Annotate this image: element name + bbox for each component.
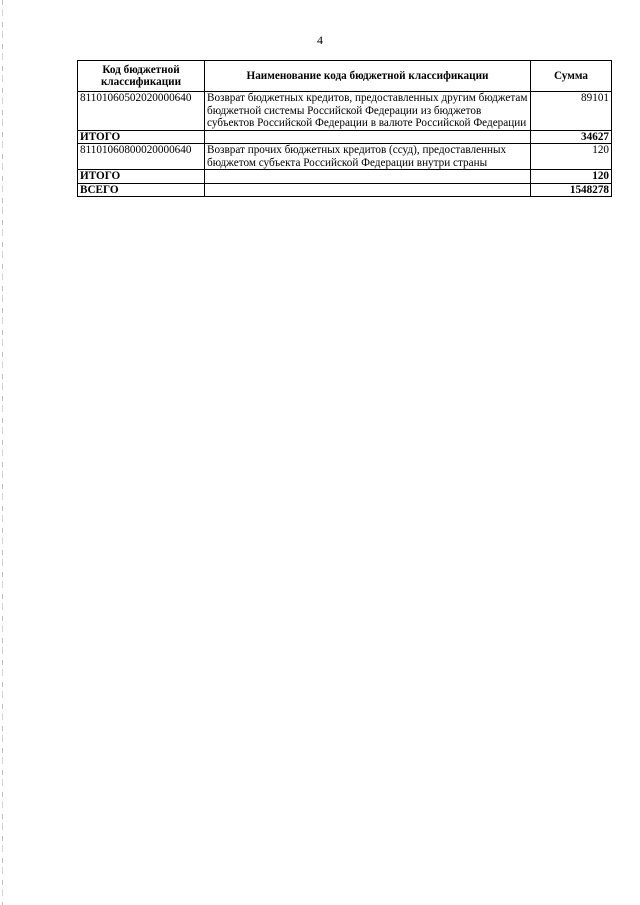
cell-amount: 120 [531,144,612,170]
cell-amount: 89101 [531,92,612,131]
table-row-subtotal [78,170,612,184]
table-header-row [78,61,612,92]
table-row-subtotal [78,130,612,144]
cell-amount: 1548278 [531,183,612,197]
cell-code: ИТОГО [78,170,205,184]
scan-edge-line [2,0,3,905]
budget-table [77,60,612,197]
cell-code: 81101060502020000640 [78,92,205,131]
table-row-total [78,183,612,197]
page-number: 4 [317,33,323,47]
header-name: Наименование кода бюджетной классификации [205,61,531,92]
header-amount: Сумма [531,61,612,92]
header-code: Код бюджетной классификации [78,61,205,92]
cell-amount: 120 [531,170,612,184]
table-row [78,92,612,131]
cell-name: Возврат бюджетных кредитов, предоставленных другим бюджетам бюджетной системы Российской Федерации из бюджетов субъектов Российской Федерации в валюте Российской Федерации [205,92,531,131]
cell-name [205,170,531,184]
cell-code: ИТОГО [78,130,205,144]
cell-name [205,130,531,144]
cell-code: ВСЕГО [78,183,205,197]
cell-name [205,183,531,197]
cell-code: 81101060800020000640 [78,144,205,170]
cell-amount: 34627 [531,130,612,144]
cell-name: Возврат прочих бюджетных кредитов (ссуд), предоставленных бюджетом субъекта Российской Федерации внутри страны [205,144,531,170]
table-row [78,144,612,170]
